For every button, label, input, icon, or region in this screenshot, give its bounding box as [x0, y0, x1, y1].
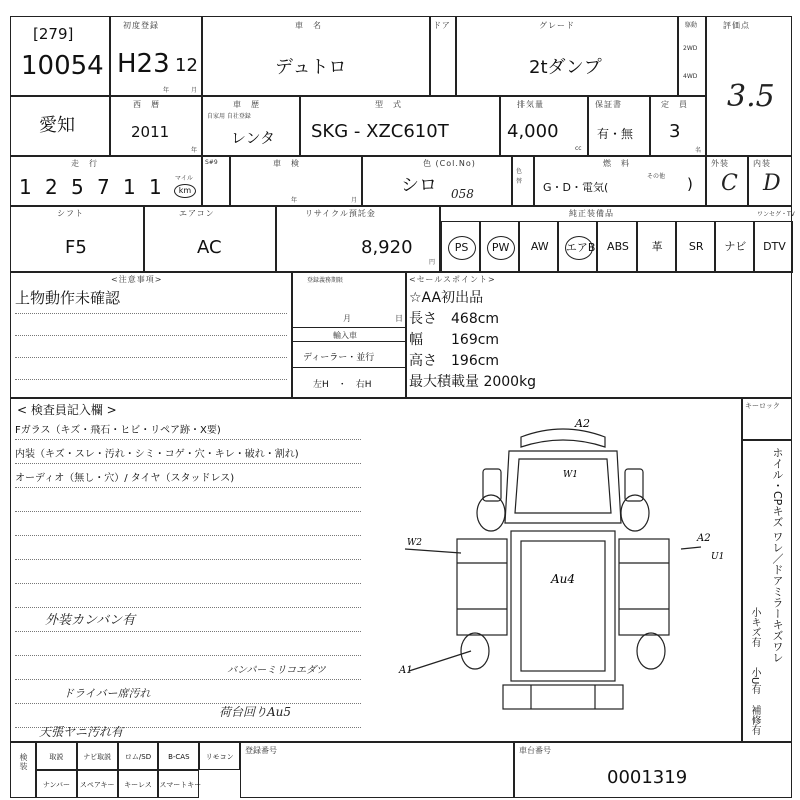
- diagram-mark-a1: A1: [399, 665, 413, 676]
- exterior-grade: C: [721, 171, 738, 196]
- equipment-label: エアB: [565, 236, 593, 260]
- grade: 2tダンプ: [529, 57, 602, 78]
- inspection-label: < 検査員記入欄 >: [17, 403, 117, 417]
- sales-label: <セールスポイント>: [409, 275, 496, 284]
- warranty-box: [588, 96, 650, 156]
- color-no: 058: [451, 187, 474, 201]
- sales-point: 高さ 196cm: [409, 353, 500, 369]
- grade-label: グレード: [539, 21, 575, 30]
- fuel-box: [534, 156, 706, 206]
- first-reg-month: 12: [175, 55, 198, 76]
- lot-box: [10, 16, 110, 96]
- sales-point: ☆AA初出品: [409, 290, 484, 306]
- mileage-digit: 2: [45, 175, 58, 199]
- ac-label: エアコン: [179, 209, 215, 218]
- exterior-box: [706, 156, 748, 206]
- equipment-item: [597, 221, 636, 273]
- shaken-label: 車 歴: [233, 100, 260, 109]
- lot-bracket: [279]: [33, 25, 74, 43]
- region: 愛知: [39, 115, 75, 136]
- equipment-item: [519, 221, 558, 273]
- fuel-close: ): [687, 175, 693, 193]
- interior-label: 内装: [753, 159, 771, 168]
- model: SKG - XZC610T: [311, 121, 449, 142]
- mileage-digit: 1: [19, 175, 32, 199]
- interior-box: [748, 156, 792, 206]
- reg-month-unit: 月: [343, 314, 351, 323]
- yen-unit: 円: [429, 259, 436, 266]
- displacement: 4,000: [507, 121, 559, 142]
- ac-box: [144, 206, 276, 272]
- side-vertical-text: ホイル・CPキズ ワレ／ドアミラーキズワレ: [771, 447, 784, 663]
- drive-label: 駆動: [685, 22, 698, 29]
- handwritten-note-3: ドライバー席汚れ: [63, 687, 151, 700]
- checklist-item: スマートキー: [158, 770, 199, 798]
- shift-box: [10, 206, 144, 272]
- checklist-item: ナンバー: [36, 770, 77, 798]
- handwritten-note-2: バンパーミリコエダツ: [227, 665, 326, 676]
- color-box: [362, 156, 512, 206]
- sales-point: 幅 169cm: [409, 332, 500, 348]
- mileage-digit: 1: [123, 175, 136, 199]
- history-sub: 自家用 自社登録: [207, 113, 251, 120]
- shaken-year-unit: 年: [291, 197, 298, 204]
- score-label: 評価点: [723, 21, 750, 30]
- equipment-item: [480, 221, 519, 273]
- checklist-item: ナビ取説: [77, 742, 118, 770]
- small-u: 小U有: [749, 667, 760, 695]
- color: シロ: [401, 175, 437, 196]
- chassis-label: 車台番号: [519, 746, 551, 755]
- model-year: 2011: [131, 123, 170, 141]
- caution-box: [10, 272, 292, 398]
- checklist-item: ロム/SD: [118, 742, 159, 770]
- reg-no-label: 登録番号: [245, 746, 277, 755]
- footer-checklist: [36, 742, 240, 798]
- equipment-item: [558, 221, 597, 273]
- warranty-label: 保証書: [595, 100, 622, 109]
- mileage-digit: 7: [97, 175, 110, 199]
- equipment-label: DTV: [763, 240, 786, 253]
- sales-box: [406, 272, 792, 398]
- model-box: [300, 96, 500, 156]
- drive-2wd: 2WD: [683, 45, 698, 52]
- region-box: [10, 96, 110, 156]
- keylock-label: キーロック: [745, 402, 780, 410]
- score-handwritten: 3.5: [727, 79, 775, 114]
- reg-label: 登録義務期限: [307, 277, 344, 284]
- checklist-item: キーレス: [118, 770, 159, 798]
- recycle-box: [276, 206, 440, 272]
- ac: AC: [197, 237, 222, 258]
- sales-point: 最大積載量 2000kg: [409, 374, 537, 390]
- tv-label: ワンセグ・TV: [757, 211, 795, 218]
- car-name-label: 車 名: [295, 21, 322, 30]
- car-name: デュトロ: [275, 57, 347, 78]
- cc-unit: cc: [575, 145, 582, 152]
- inspection-box: [10, 398, 742, 742]
- equipment-item: [441, 221, 480, 273]
- lr-hand: 左H ・ 右H: [313, 380, 372, 390]
- mileage-digit: 1: [149, 175, 162, 199]
- fuel-label: 燃 料: [603, 159, 630, 168]
- equipment-label: PW: [487, 236, 515, 260]
- drive-box: [678, 16, 706, 96]
- side-notes-box: [742, 440, 792, 742]
- capacity-label: 定 員: [661, 100, 688, 109]
- small-scratch: 小キズ有: [749, 607, 760, 647]
- recycle: 8,920: [361, 237, 413, 258]
- sales-point: 長さ 468cm: [409, 311, 500, 327]
- inspection-line1: Fガラス（キズ・飛石・ヒビ・リペア跡・X要): [15, 425, 221, 436]
- s-label: S#9: [205, 159, 218, 166]
- shift: F5: [65, 237, 87, 258]
- first-reg-era: H23: [117, 49, 170, 79]
- reg-day-unit: 日: [395, 314, 403, 323]
- equipment-item: [754, 221, 793, 273]
- diagram-mark-au4: Au4: [551, 572, 576, 586]
- shift-label: シフト: [57, 209, 84, 218]
- month-unit: 月: [191, 87, 198, 94]
- recycle-label: リサイクル預託金: [305, 209, 376, 218]
- history-box: [202, 96, 300, 156]
- door-label: ドア: [433, 21, 451, 30]
- equipment-box: [440, 206, 795, 272]
- diagram-mark-u1: U1: [711, 552, 725, 562]
- capacity-box: [650, 96, 706, 156]
- color-label: 色 (Col.No): [423, 159, 476, 168]
- caution: 上物動作未確認: [15, 289, 121, 307]
- checklist-item: B-CAS: [158, 742, 199, 770]
- handwritten-note-5: 天張ヤニ汚れ有: [39, 725, 124, 739]
- equipment-label: PS: [448, 236, 476, 260]
- exterior-label: 外装: [711, 159, 729, 168]
- diagram-mark-a2-right: A2: [697, 533, 711, 544]
- year-box: [110, 96, 202, 156]
- mileage-box: [10, 156, 202, 206]
- interior-grade: D: [763, 171, 781, 196]
- lot-number: 10054: [21, 51, 104, 81]
- year-unit: 年: [163, 87, 170, 94]
- mileage-digit: 5: [71, 175, 84, 199]
- dealer: ディーラー・並行: [303, 353, 375, 363]
- km-circled: km: [174, 184, 196, 198]
- capacity-unit: 名: [695, 147, 702, 154]
- diagram-mark-w1: W1: [563, 470, 578, 480]
- displacement-box: [500, 96, 588, 156]
- seireki-label: 西 暦: [133, 100, 160, 109]
- handwritten-note-1: 外装カンバン有: [45, 613, 136, 628]
- score-box: [706, 16, 792, 156]
- caution-label: <注意事項>: [111, 275, 163, 284]
- reg-no-box: [240, 742, 514, 798]
- first-reg-box: [110, 16, 202, 96]
- grade-box: [456, 16, 678, 96]
- chassis-box: [514, 742, 792, 798]
- fuel-other-label: その他: [647, 173, 666, 180]
- chassis-number: 0001319: [607, 767, 688, 788]
- equipment-label: ABS: [607, 240, 629, 253]
- kenso-box: [10, 742, 36, 798]
- equipment-item: [637, 221, 676, 273]
- history: レンタ: [231, 129, 276, 147]
- capacity: 3: [669, 121, 681, 142]
- equipment-label: SR: [688, 240, 704, 253]
- model-label: 型 式: [375, 100, 402, 109]
- checklist-item: スペアキー: [77, 770, 118, 798]
- model-year-unit: 年: [191, 147, 198, 154]
- car-name-box: [202, 16, 430, 96]
- fuel-options: G・D・電気(: [543, 181, 609, 194]
- drive-4wd: 4WD: [683, 73, 698, 80]
- equipment-item: [676, 221, 715, 273]
- equipment-item: [715, 221, 754, 273]
- inspection-line3: オーディオ（無し・穴）/ タイヤ（スタッドレス): [15, 473, 235, 484]
- auction-sheet: [10, 16, 795, 798]
- repair: 補修有: [749, 705, 760, 735]
- irokae-box: [512, 156, 534, 206]
- mile-label: マイル: [175, 175, 193, 182]
- door-box: [430, 16, 456, 96]
- shaken-month-unit: 月: [351, 197, 358, 204]
- displacement-label: 排気量: [517, 100, 544, 109]
- handwritten-note-4: 荷台回りAu5: [219, 705, 292, 719]
- import-label: 輸入車: [333, 331, 357, 340]
- shaken-date-box: [230, 156, 362, 206]
- checklist-item: リモコン: [199, 742, 240, 770]
- s-box: [202, 156, 230, 206]
- truck-diagram: [391, 413, 737, 739]
- first-reg-label: 初度登録: [123, 21, 159, 30]
- diagram-mark-a2-front: A2: [575, 417, 590, 430]
- equipment-label: ナビ: [724, 240, 747, 253]
- equipment-row: [441, 221, 793, 273]
- equipment-label: 革: [651, 240, 663, 253]
- inspection-line2: 内装（キズ・スレ・汚れ・シミ・コゲ・穴・キレ・破れ・割れ): [15, 449, 299, 460]
- kenso-label: 検装: [19, 753, 28, 771]
- warranty: 有・無: [597, 127, 634, 141]
- mileage-label: 走 行: [71, 159, 98, 168]
- equip-label: 純正装備品: [569, 209, 614, 218]
- diagram-mark-w2: W2: [407, 538, 422, 548]
- keylock-box: [742, 398, 792, 440]
- equipment-label: AW: [530, 240, 549, 253]
- shaken-date-label: 車 検: [273, 159, 300, 168]
- checklist-item: 取説: [36, 742, 77, 770]
- reg-deadline-box: [292, 272, 406, 398]
- irokae-label: 色替: [516, 168, 523, 185]
